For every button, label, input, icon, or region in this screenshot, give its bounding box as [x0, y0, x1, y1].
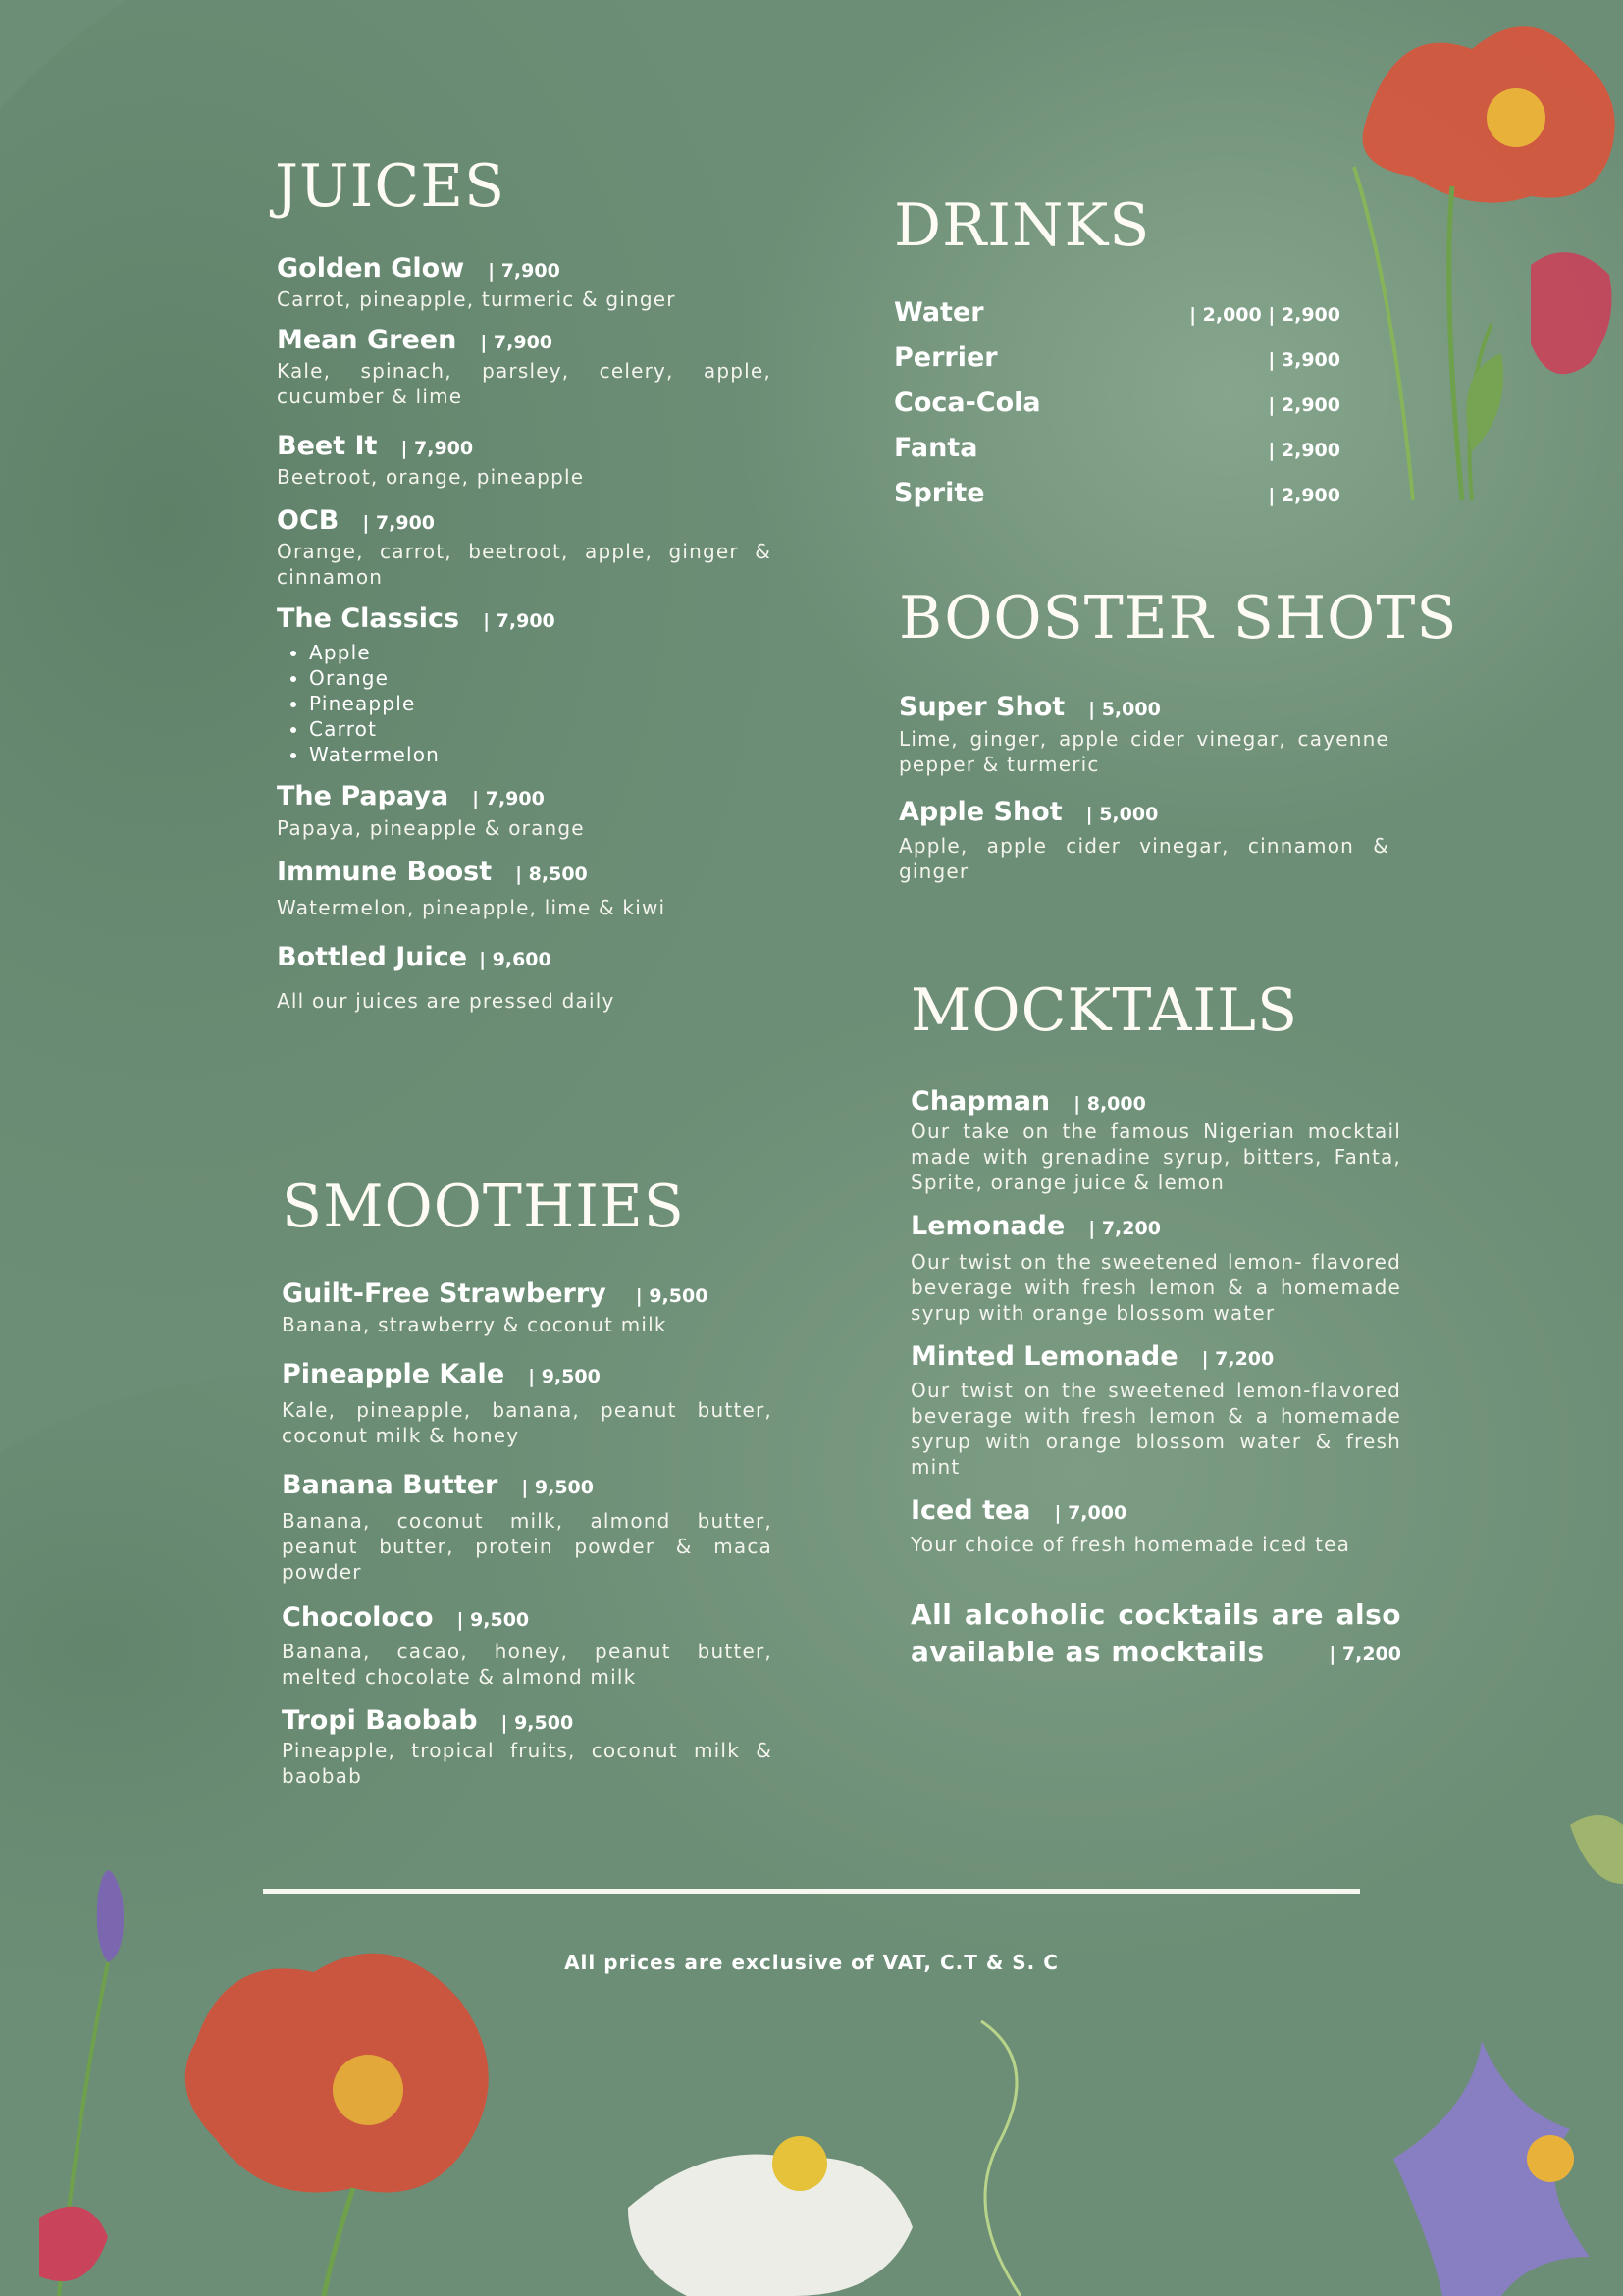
menu-item [911, 1211, 1401, 1326]
list-item: • Orange [309, 665, 771, 691]
drink-name: Perrier [894, 342, 998, 373]
menu-item-classics [277, 603, 771, 767]
item-description: Apple, apple cider vinegar, cinnamon & ginger [899, 834, 1389, 883]
item-price: | 7,000 [1054, 1502, 1127, 1524]
item-name: The Papaya [277, 781, 449, 811]
juices-title: JUICES [275, 152, 506, 221]
item-name: Super Shot [899, 692, 1066, 722]
drink-row [894, 297, 1340, 342]
juices-section [277, 152, 771, 1014]
item-price: | 7,900 [483, 610, 555, 632]
smoothies-title: SMOOTHIES [282, 1173, 685, 1241]
menu-item [277, 431, 771, 490]
item-price: | 9,500 [456, 1609, 530, 1631]
drink-name: Coca-Cola [894, 388, 1041, 418]
classics-list [277, 640, 771, 767]
item-name: Iced tea [911, 1495, 1031, 1526]
menu-item [911, 1495, 1401, 1557]
item-name: Golden Glow [277, 253, 465, 284]
item-name: Bottled Juice [277, 942, 468, 972]
mocktails-section [911, 976, 1401, 1671]
footer-divider [263, 1889, 1360, 1894]
drink-price: | 3,900 [1268, 349, 1340, 371]
list-item: • Watermelon [309, 742, 771, 767]
menu-item [899, 692, 1389, 777]
item-name: Guilt-Free Strawberry [282, 1278, 606, 1309]
item-price: | 7,900 [400, 438, 474, 459]
item-price: | 7,900 [472, 788, 545, 809]
item-price: | 9,600 [479, 949, 551, 970]
mocktails-title: MOCKTAILS [911, 976, 1299, 1045]
list-item: • Pineapple [309, 691, 771, 716]
item-description: Our twist on the sweetened lemon- flavored beverage with fresh lemon & a homemade syrup with orange blossom water [911, 1250, 1401, 1325]
mocktail-note-text: All alcoholic cocktails are also available as mocktails [911, 1598, 1401, 1668]
item-price: | 5,000 [1088, 699, 1161, 720]
item-description: Kale, spinach, parsley, celery, apple, cucumber & lime [277, 359, 771, 408]
item-name: Mean Green [277, 325, 457, 355]
drink-price: | 2,900 [1268, 394, 1340, 416]
item-description: Watermelon, pineapple, lime & kiwi [277, 896, 666, 919]
menu-item [277, 857, 771, 920]
item-name: The Classics [277, 603, 460, 634]
menu-item [282, 1705, 772, 1789]
item-price: | 7,900 [488, 260, 560, 282]
item-description: Kale, pineapple, banana, peanut butter, coconut milk & honey [282, 1398, 772, 1447]
drink-row [894, 388, 1340, 433]
item-name: Chapman [911, 1086, 1051, 1117]
item-description: Lime, ginger, apple cider vinegar, cayenne pepper & turmeric [899, 727, 1389, 776]
item-description: Papaya, pineapple & orange [277, 816, 585, 840]
item-description: Your choice of fresh homemade iced tea [911, 1533, 1351, 1556]
item-name: Pineapple Kale [282, 1359, 505, 1389]
menu-item [282, 1602, 772, 1690]
drink-name: Water [894, 297, 984, 328]
menu-item [899, 797, 1389, 884]
item-price: | 9,500 [500, 1712, 574, 1734]
item-name: Tropi Baobab [282, 1705, 478, 1736]
drink-name: Sprite [894, 478, 985, 508]
footer-note: All prices are exclusive of VAT, C.T & S. C [564, 1951, 1059, 1974]
drink-price: | 2,000 | 2,900 [1189, 304, 1340, 326]
item-price: | 9,500 [635, 1285, 708, 1307]
smoothies-section [282, 1173, 772, 1789]
item-price: | 7,200 [1088, 1218, 1161, 1239]
booster-shots-title: BOOSTER SHOTS [899, 584, 1458, 652]
item-description: Our twist on the sweetened lemon-flavored beverage with fresh lemon & a homemade syrup with orange blossom water & fresh mint [911, 1379, 1401, 1479]
menu-item [911, 1341, 1401, 1480]
mocktail-note-price: | 7,200 [1329, 1644, 1401, 1665]
menu-item [277, 781, 771, 841]
item-name: Immune Boost [277, 857, 493, 887]
drink-row [894, 478, 1340, 523]
menu-item [277, 505, 771, 590]
item-price: | 7,200 [1201, 1348, 1275, 1370]
item-description: Pineapple, tropical fruits, coconut milk & baobab [282, 1739, 772, 1788]
item-name: Apple Shot [899, 797, 1063, 827]
item-name: Banana Butter [282, 1470, 498, 1500]
item-price: | 5,000 [1085, 804, 1159, 825]
drink-price: | 2,900 [1268, 440, 1340, 461]
item-price: | 9,500 [521, 1477, 594, 1498]
drink-price: | 2,900 [1268, 485, 1340, 506]
menu-item [277, 942, 771, 1014]
drinks-section [894, 191, 1340, 523]
drink-name: Fanta [894, 433, 978, 463]
item-description: Banana, cacao, honey, peanut butter, melted chocolate & almond milk [282, 1640, 772, 1689]
booster-shots-section [899, 584, 1458, 884]
item-name: Minted Lemonade [911, 1341, 1178, 1372]
item-name: Chocoloco [282, 1602, 434, 1633]
item-price: | 8,500 [515, 863, 588, 885]
item-description: Beetroot, orange, pineapple [277, 465, 585, 489]
item-price: | 9,500 [528, 1366, 601, 1387]
menu-item [282, 1470, 772, 1585]
item-name: Lemonade [911, 1211, 1066, 1241]
item-price: | 7,900 [362, 512, 436, 534]
item-name: Beet It [277, 431, 378, 461]
mocktail-note [911, 1596, 1401, 1671]
item-description: All our juices are pressed daily [277, 989, 615, 1013]
item-description: Banana, strawberry & coconut milk [282, 1313, 667, 1336]
list-item: • Apple [309, 640, 771, 665]
item-description: Banana, coconut milk, almond butter, peanut butter, protein powder & maca powder [282, 1509, 772, 1584]
menu-item [282, 1278, 772, 1337]
item-description: Our take on the famous Nigerian mocktail made with grenadine syrup, bitters, Fanta, Sprite, orange juice & lemon [911, 1120, 1401, 1194]
item-description: Orange, carrot, beetroot, apple, ginger & cinnamon [277, 540, 771, 589]
menu-item [277, 253, 771, 312]
item-price: | 7,900 [480, 332, 553, 353]
item-name: OCB [277, 505, 340, 536]
menu-item [277, 325, 771, 409]
item-price: | 8,000 [1073, 1093, 1146, 1115]
drinks-title: DRINKS [894, 191, 1151, 260]
drink-row [894, 342, 1340, 388]
menu-item [911, 1086, 1401, 1195]
drink-row [894, 433, 1340, 478]
item-description: Carrot, pineapple, turmeric & ginger [277, 287, 676, 311]
list-item: • Carrot [309, 716, 771, 742]
menu-item [282, 1359, 772, 1448]
